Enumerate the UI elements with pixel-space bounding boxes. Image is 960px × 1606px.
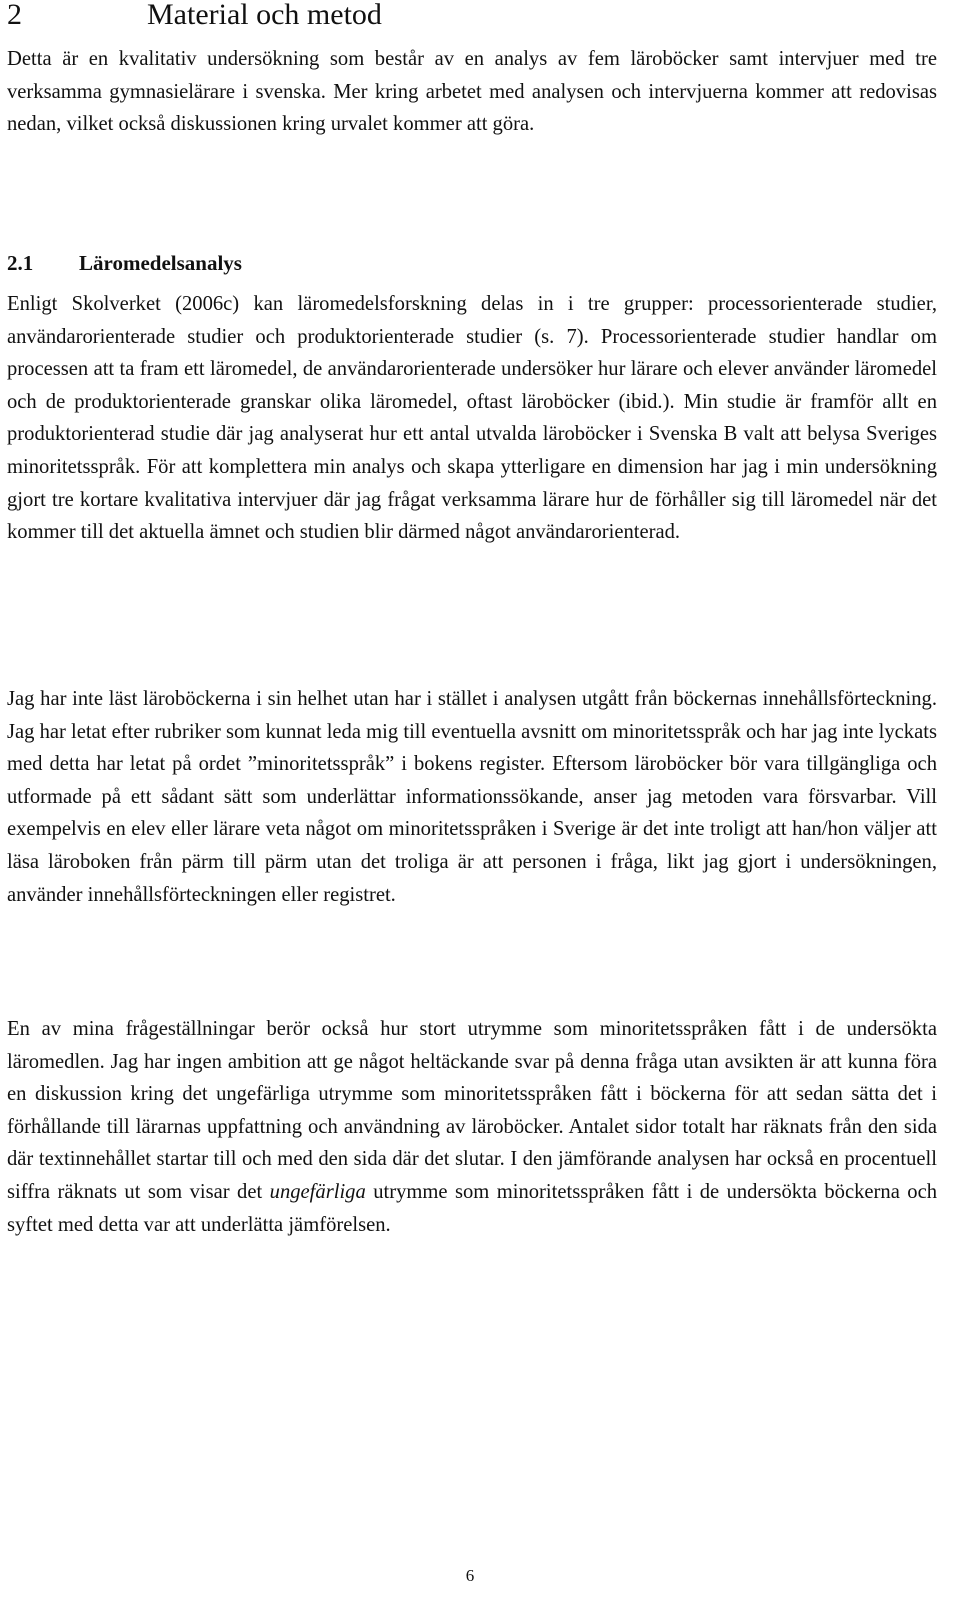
paragraph-3-text-end: utrymme som minoritetsspråken fått i de undersökta böckerna och syftet med detta var att underlätta jämförelsen. [7,1180,938,1236]
paragraph-3-emphasis: ungefärliga [269,1180,366,1203]
section-number: 2.1 [7,251,34,275]
paragraph-block-2 [7,683,937,911]
paragraph-1: Enligt Skolverket (2006c) kan läromedelsforskning delas in i tre grupper: processorienterade studier, användarorienterade studier och produktorienterade studier (s. 7). Processorienterade studier handlar om processen att ta fram ett läromedel, de användarorienterade undersöker hur lärare och elever använder läromedel och de produktorienterade granskar olika läromedel, oftast läroböcker (ibid.). Min studie är framför allt en produktorienterad studie där jag analyserat hur ett antal utvalda läroböcker i Svenska B valt att belysa Sveriges minoritetsspråk. För att komplettera min analys och skapa ytterligare en dimension har jag i min undersökning gjort tre kortare kvalitativa intervjuer där jag frågat verksamma lärare hur de förhåller sig till läromedel när det kommer till det aktuella ämnet och studien blir därmed något användarorienterad. [7,293,937,544]
paragraph-block-3 [7,1013,937,1241]
page-number: 6 [465,1566,475,1585]
paragraph-block-1 [7,288,937,549]
paragraph-3-text-start: En av mina frågeställningar berör också hur stort utrymme som minoritetsspråken fått i de undersökta läromedlen. Jag har ingen ambition att ge något heltäckande svar på denna fråga utan avsikten är att kunna föra en diskussion kring det ungefärliga utrymme som minoritetsspråken fått i böckerna för att sedan sätta det i förhållande till lärarnas uppfattning och användning av läroböcker. Antalet sidor totalt har räknats från den sida där textinnehållet startar till och med den sida där det slutar. I den jämförande analysen har också en procentuell siffra räknats ut som visar det [7,1018,937,1203]
intro-paragraph-block [7,43,937,141]
chapter-number: 2 [7,0,22,31]
section-title: Läromedelsanalys [79,251,242,275]
paragraph-2: Jag har inte läst läroböckerna i sin helhet utan har i stället i analysen utgått från böckernas innehållsförteckning. Jag har letat efter rubriker som kunnat leda mig till eventuella avsnitt om minoritetsspråk och har jag inte lyckats med detta har letat på ordet ”minoritetsspråk” i bokens register. Eftersom läroböcker bör vara tillgängliga och utformade på ett sådant sätt som underlättar informationssökande, anser jag metoden vara försvarbar. Vill exempelvis en elev eller lärare veta något om minoritetsspråken i Sverige är det inte troligt att han/hon väljer att läsa läroboken från pärm till pärm utan det troliga är att personen i fråga, likt jag gjort i undersökningen, använder innehållsförteckningen eller registret. [7,688,937,906]
paragraph-3 [7,1013,937,1241]
intro-paragraph: Detta är en kvalitativ undersökning som består av en analys av fem läroböcker samt intervjuer med tre verksamma gymnasielärare i svenska. Mer kring arbetet med analysen och intervjuerna kommer att redovisas nedan, vilket också diskussionen kring urvalet kommer att göra. [7,48,937,136]
chapter-heading [7,0,382,32]
section-heading [7,247,242,279]
chapter-title: Material och metod [147,0,382,31]
